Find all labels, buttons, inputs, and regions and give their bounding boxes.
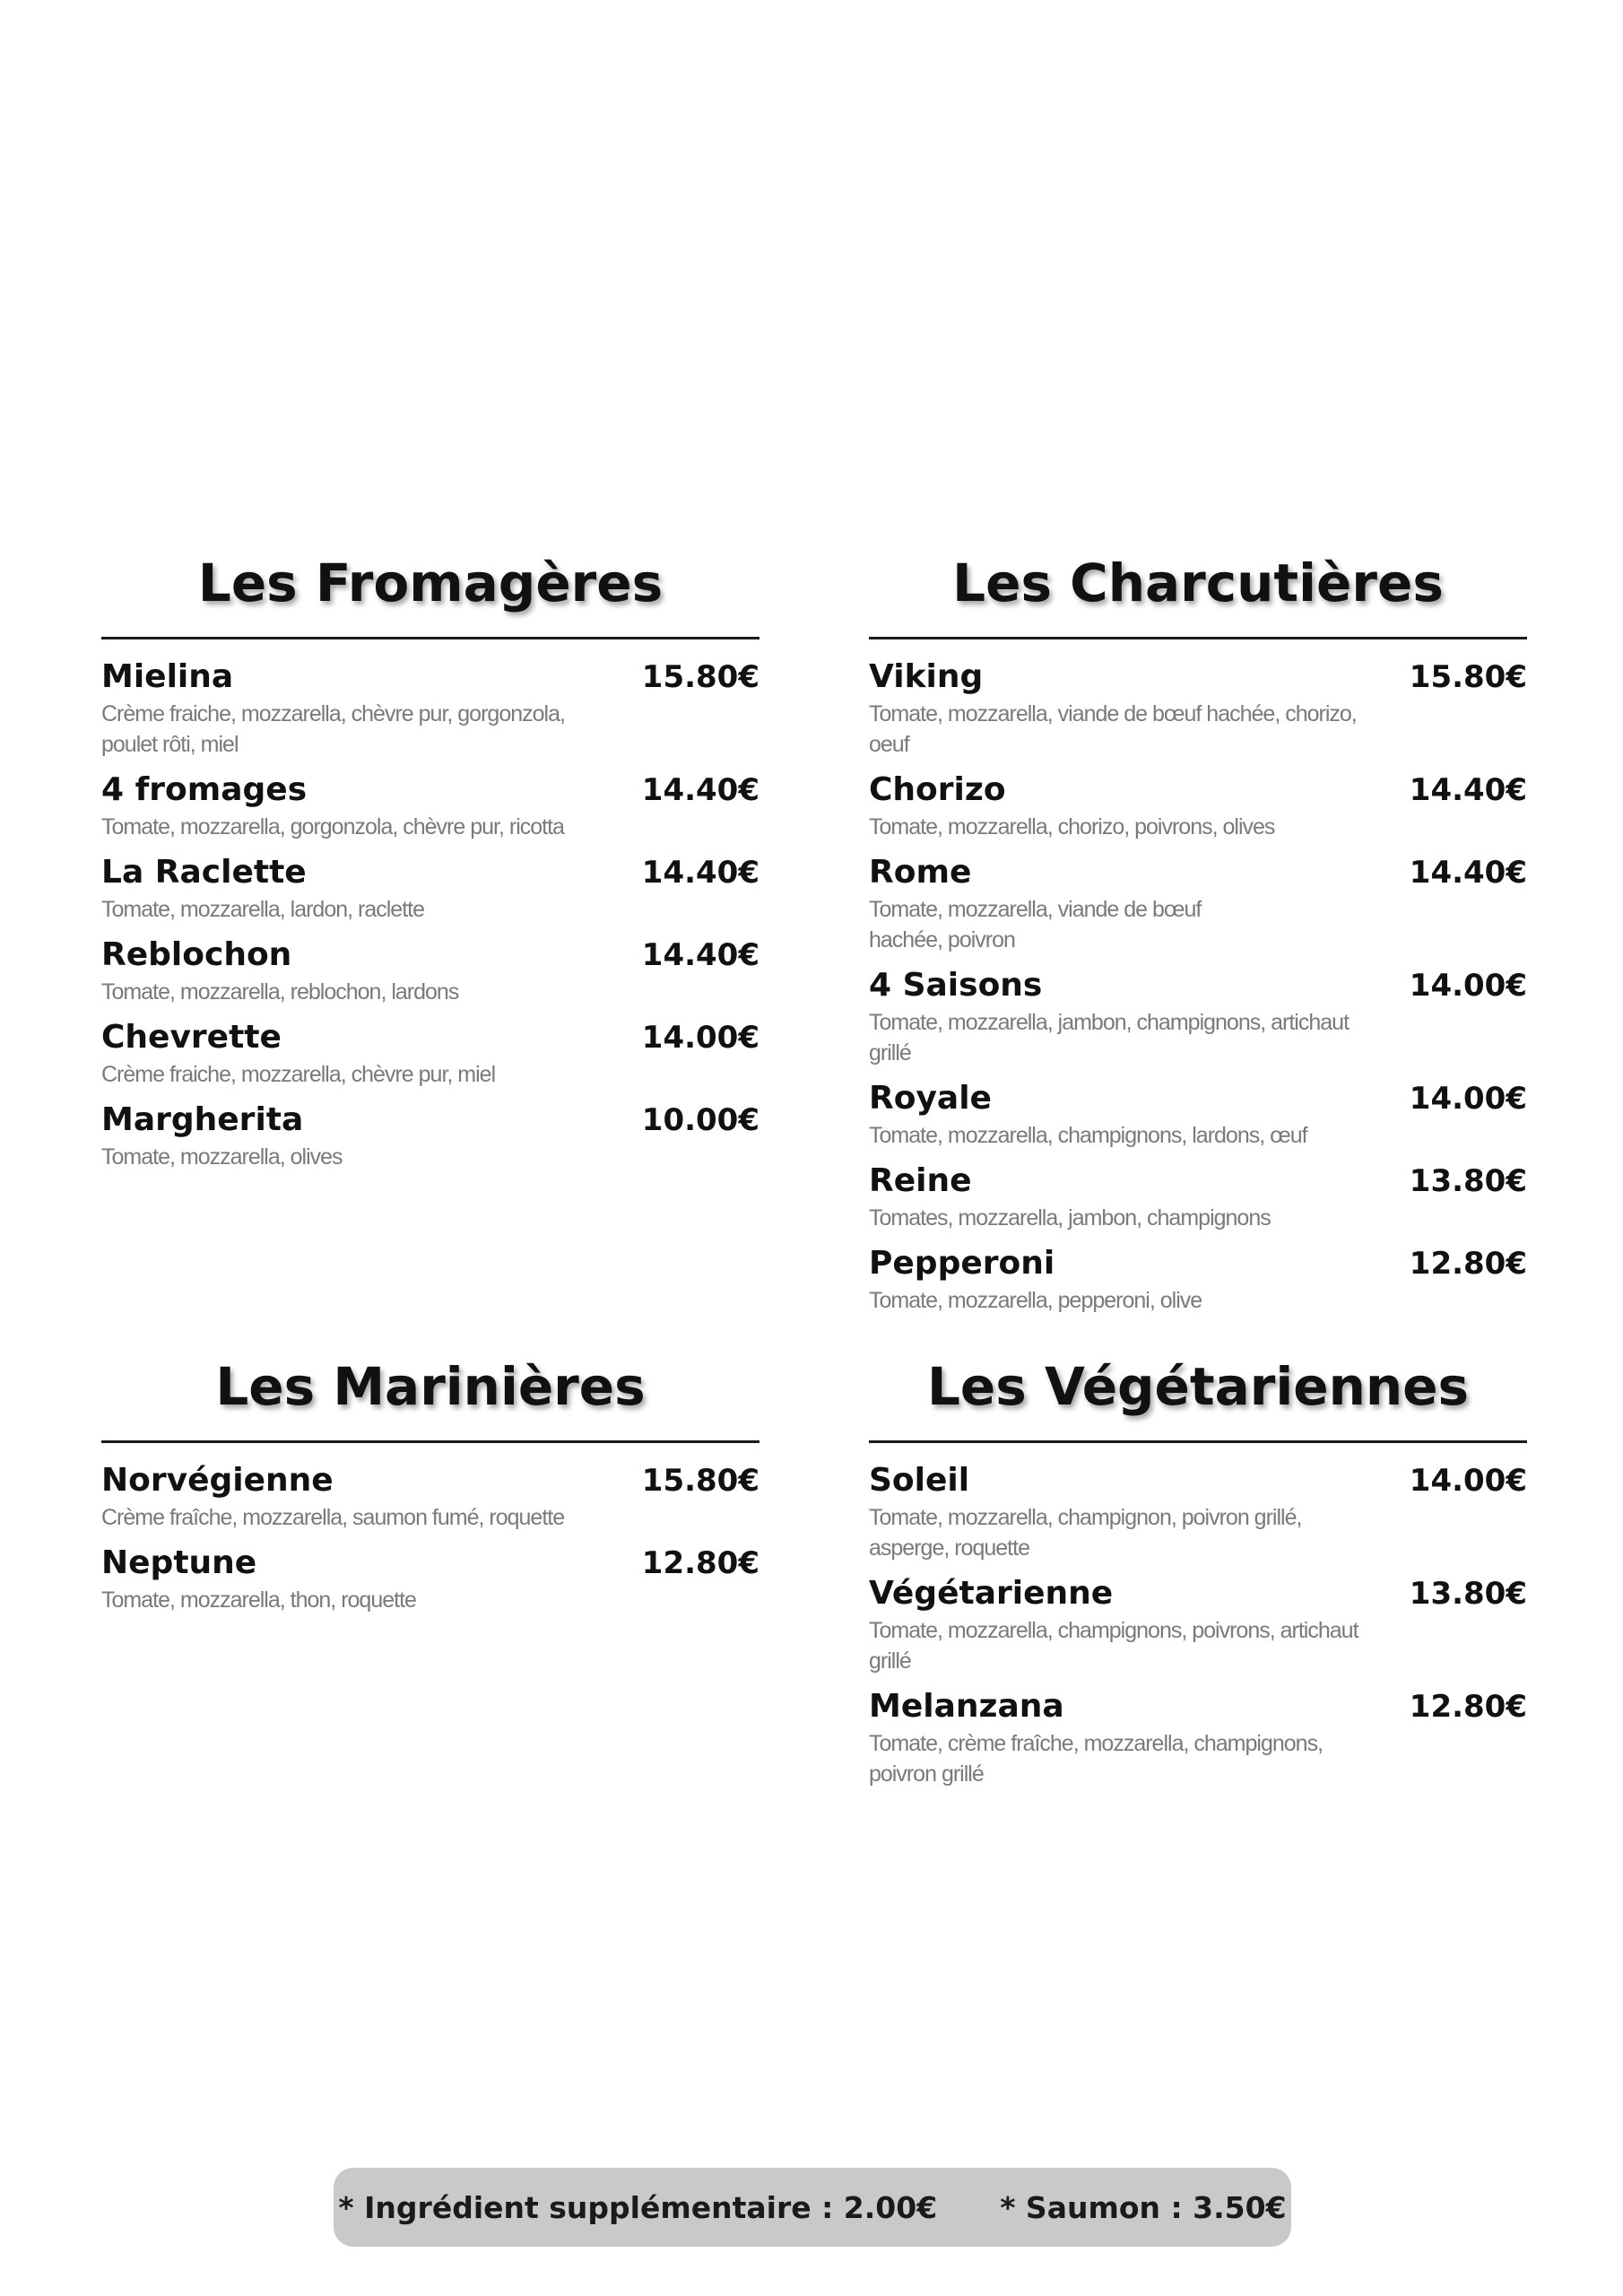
menu-item <box>101 1542 759 1615</box>
item-description: Crème fraiche, mozzarella, chèvre pur, miel <box>101 1062 496 1087</box>
item-name: 4 Saisons <box>869 967 1043 1004</box>
extra-ingredient-note: * Ingrédient supplémentaire : 2.00€ <box>338 2189 938 2225</box>
item-description: Tomate, mozzarella, gorgonzola, chèvre pur, ricotta <box>101 814 564 839</box>
menu-list <box>101 1459 759 1615</box>
item-price: 14.00€ <box>641 1020 759 1056</box>
item-name: Melanzana <box>869 1688 1064 1725</box>
item-price: 10.00€ <box>641 1102 759 1138</box>
item-price: 14.40€ <box>1409 772 1527 808</box>
salmon-note: * Saumon : 3.50€ <box>1000 2189 1287 2225</box>
item-price: 14.00€ <box>1409 968 1527 1004</box>
section-title: Les Fromagères <box>197 552 664 613</box>
menu-item <box>101 1099 759 1172</box>
menu-item <box>869 1685 1527 1789</box>
item-price: 13.80€ <box>1409 1163 1527 1199</box>
item-description: Tomate, mozzarella, pepperoni, olive <box>869 1288 1202 1313</box>
menu-item <box>869 1459 1527 1563</box>
item-price: 14.40€ <box>1409 855 1527 891</box>
item-name: Viking <box>869 658 984 695</box>
item-name: Margherita <box>101 1101 304 1138</box>
item-name: Neptune <box>101 1544 257 1581</box>
menu-item <box>101 851 759 925</box>
menu-list <box>869 656 1527 1316</box>
section-fromageres <box>101 538 759 1181</box>
item-description: Tomate, mozzarella, champignons, poivrons, artichaut grillé <box>869 1618 1358 1674</box>
item-name: Chorizo <box>869 771 1006 808</box>
item-name: Reine <box>869 1162 972 1199</box>
item-price: 12.80€ <box>1409 1689 1527 1725</box>
item-description: Crème fraiche, mozzarella, chèvre pur, gorgonzola, poulet rôti, miel <box>101 701 565 757</box>
item-name: Chevrette <box>101 1019 282 1056</box>
menu-item <box>869 1572 1527 1676</box>
item-description: Tomate, mozzarella, viande de bœuf hachée, poivron <box>869 897 1202 952</box>
section-title: Les Charcutières <box>952 552 1444 613</box>
menu-item <box>869 1242 1527 1316</box>
menu-item <box>869 656 1527 760</box>
item-price: 12.80€ <box>641 1545 759 1581</box>
item-name: Mielina <box>101 658 234 695</box>
item-name: Végétarienne <box>869 1575 1114 1612</box>
item-price: 15.80€ <box>641 659 759 695</box>
item-name: 4 fromages <box>101 771 308 808</box>
menu-item <box>869 1077 1527 1151</box>
section-divider <box>869 1440 1527 1443</box>
item-description: Crème fraîche, mozzarella, saumon fumé, roquette <box>101 1505 565 1530</box>
item-description: Tomate, crème fraîche, mozzarella, champignons, poivron grillé <box>869 1731 1324 1787</box>
section-title: Les Végétariennes <box>926 1356 1470 1417</box>
item-description: Tomate, mozzarella, champignons, lardons, œuf <box>869 1123 1307 1148</box>
item-description: Tomate, mozzarella, chorizo, poivrons, olives <box>869 814 1275 839</box>
section-vegetariennes <box>869 1342 1527 1798</box>
menu-item <box>101 656 759 760</box>
section-divider <box>101 1440 759 1443</box>
section-divider <box>101 637 759 639</box>
item-description: Tomate, mozzarella, lardon, raclette <box>101 897 425 922</box>
item-description: Tomates, mozzarella, jambon, champignons <box>869 1205 1271 1231</box>
item-name: Reblochon <box>101 936 292 973</box>
supplement-note-bar <box>334 2168 1291 2247</box>
item-price: 15.80€ <box>1409 659 1527 695</box>
menu-item <box>869 1160 1527 1233</box>
section-divider <box>869 637 1527 639</box>
menu-list <box>101 656 759 1172</box>
item-name: La Raclette <box>101 854 307 891</box>
menu-list <box>869 1459 1527 1789</box>
item-description: Tomate, mozzarella, thon, roquette <box>101 1587 416 1613</box>
menu-item <box>869 964 1527 1068</box>
item-price: 12.80€ <box>1409 1246 1527 1282</box>
item-price: 14.40€ <box>641 855 759 891</box>
item-name: Royale <box>869 1080 992 1117</box>
menu-item <box>101 934 759 1007</box>
section-charcutieres <box>869 538 1527 1325</box>
item-name: Norvégienne <box>101 1462 334 1499</box>
item-name: Pepperoni <box>869 1245 1055 1282</box>
item-description: Tomate, mozzarella, reblochon, lardons <box>101 979 459 1004</box>
section-title: Les Marinières <box>215 1356 646 1417</box>
item-price: 14.40€ <box>641 937 759 973</box>
item-price: 14.00€ <box>1409 1463 1527 1499</box>
item-description: Tomate, mozzarella, champignon, poivron grillé, asperge, roquette <box>869 1505 1302 1561</box>
menu-item <box>101 1459 759 1533</box>
item-name: Rome <box>869 854 972 891</box>
item-name: Soleil <box>869 1462 970 1499</box>
menu-item <box>101 1016 759 1090</box>
item-price: 14.00€ <box>1409 1081 1527 1117</box>
item-description: Tomate, mozzarella, olives <box>101 1144 343 1170</box>
item-description: Tomate, mozzarella, viande de bœuf hachée, chorizo, oeuf <box>869 701 1357 757</box>
item-price: 14.40€ <box>641 772 759 808</box>
menu-item <box>869 769 1527 842</box>
menu-item <box>101 769 759 842</box>
menu-item <box>869 851 1527 955</box>
item-price: 15.80€ <box>641 1463 759 1499</box>
section-marinieres <box>101 1342 759 1624</box>
item-price: 13.80€ <box>1409 1576 1527 1612</box>
item-description: Tomate, mozzarella, jambon, champignons, artichaut grillé <box>869 1010 1350 1065</box>
